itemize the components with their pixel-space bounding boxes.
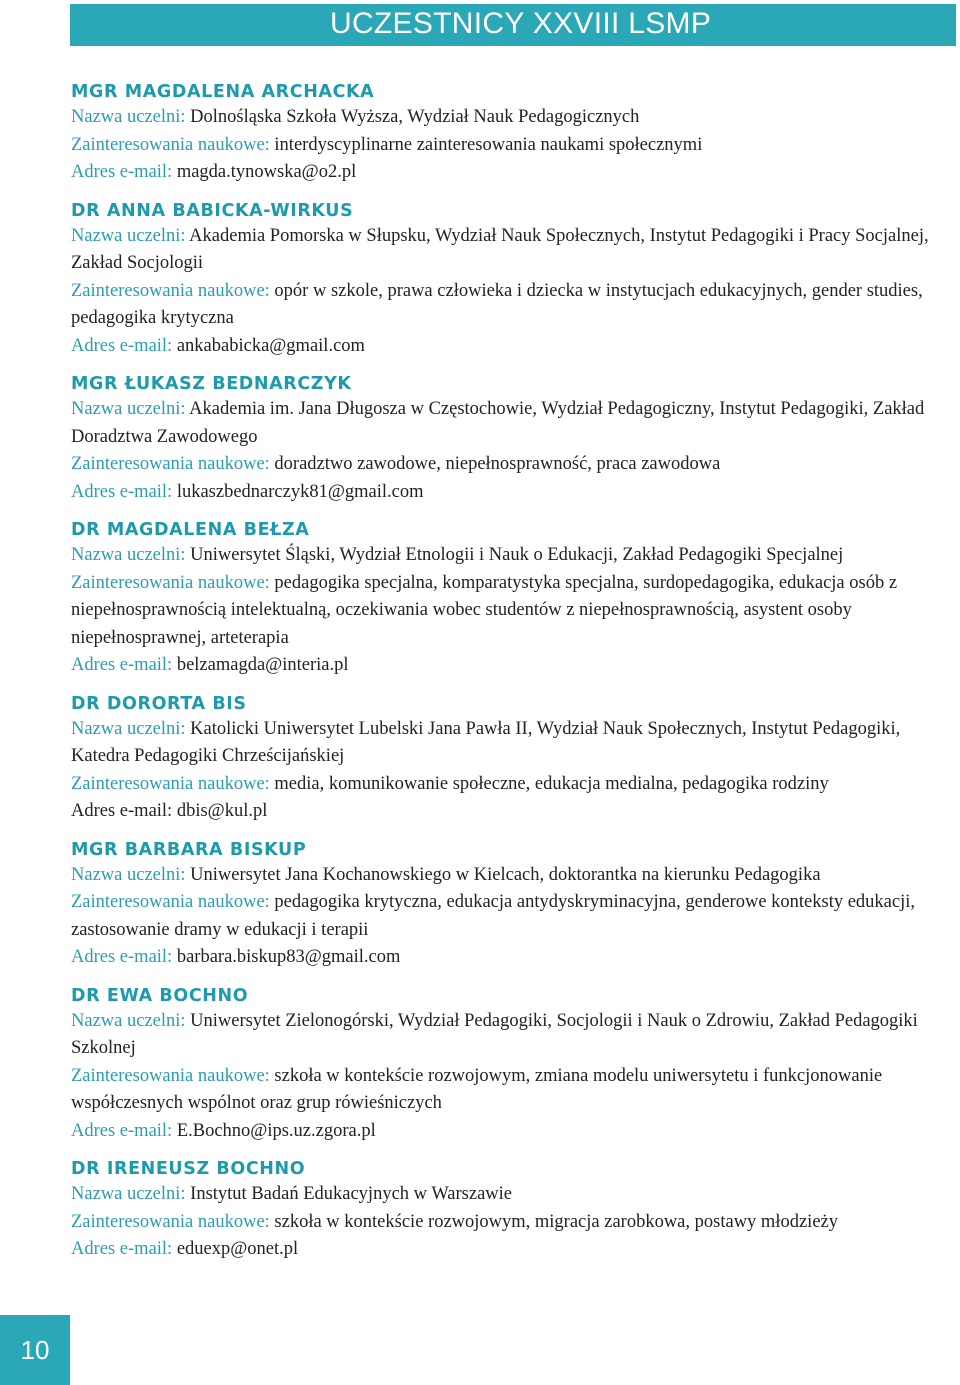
university-value: Instytut Badań Edukacyjnych w Warszawie xyxy=(190,1184,512,1204)
interests-value: interdyscyplinarne zainteresowania naukami społecznymi xyxy=(274,134,703,155)
email-label: Adres e-mail: xyxy=(71,162,173,182)
interests-line xyxy=(71,278,957,333)
participant-entry xyxy=(71,518,957,680)
participant-entry xyxy=(71,80,957,187)
email-line xyxy=(71,1236,957,1264)
university-line xyxy=(71,862,957,890)
university-line xyxy=(71,1008,957,1063)
participant-name: DR IRENEUSZ BOCHNO xyxy=(71,1159,306,1179)
university-label: Nazwa uczelni: xyxy=(71,225,186,246)
university-value: Uniwersytet Jana Kochanowskiego w Kielcach, doktorantka na kierunku Pedagogika xyxy=(190,864,821,885)
interests-line xyxy=(71,451,957,479)
university-label: Nazwa uczelni: xyxy=(71,399,186,419)
participant-name: DR DORORTA BIS xyxy=(71,693,247,714)
university-label: Nazwa uczelni: xyxy=(71,1184,186,1204)
email-line xyxy=(71,333,957,361)
university-line xyxy=(71,223,957,278)
interests-value: opór w szkole, prawa człowieka i dziecka w instytucjach edukacyjnych, gender studies, pedagogika krytyczna xyxy=(71,280,923,328)
university-value: Dolnośląska Szkoła Wyższa, Wydział Nauk Pedagogicznych xyxy=(190,107,640,127)
university-label: Nazwa uczelni: xyxy=(71,107,186,127)
interests-label: Zainteresowania naukowe: xyxy=(71,134,270,155)
email-line xyxy=(71,798,957,826)
university-label: Nazwa uczelni: xyxy=(71,864,186,885)
email-label: Adres e-mail: xyxy=(71,655,173,675)
university-value: Uniwersytet Zielonogórski, Wydział Pedagogiki, Socjologii i Nauk o Zdrowiu, Zakład Pedagogiki Szkolnej xyxy=(71,1010,918,1058)
interests-line xyxy=(71,1063,957,1118)
interests-value: szkoła w kontekście rozwojowym, zmiana modelu uniwersytetu i funkcjonowanie współczesnych wspólnot oraz grup rówieśniczych xyxy=(71,1065,883,1113)
interests-value: szkoła w kontekście rozwojowym, migracja zarobkowa, postawy młodzieży xyxy=(274,1211,838,1232)
page-number: 10 xyxy=(20,1335,50,1365)
email-value: dbis@kul.pl xyxy=(176,801,268,821)
participant-entry xyxy=(71,1157,957,1264)
participant-name: MGR BARBARA BISKUP xyxy=(71,839,307,860)
email-label: Adres e-mail: xyxy=(71,1120,173,1141)
interests-value: doradztwo zawodowe, niepełnosprawność, praca zawodowa xyxy=(274,454,721,474)
participant-entry xyxy=(71,372,957,506)
email-label: Adres e-mail: xyxy=(71,481,173,502)
interests-label: Zainteresowania naukowe: xyxy=(71,892,270,912)
interests-label: Zainteresowania naukowe: xyxy=(71,454,270,474)
participant-name: MGR MAGDALENA ARCHACKA xyxy=(71,82,375,102)
interests-value: pedagogika krytyczna, edukacja antydyskryminacyjna, genderowe konteksty edukacji, zastosowanie dramy w edukacji i terapii xyxy=(71,892,916,940)
email-value: lukaszbednarczyk81@gmail.com xyxy=(176,481,424,502)
email-value: ankababicka@gmail.com xyxy=(176,335,365,356)
email-value: barbara.biskup83@gmail.com xyxy=(176,947,401,967)
interests-label: Zainteresowania naukowe: xyxy=(71,1211,270,1232)
email-line xyxy=(71,652,957,680)
email-value: eduexp@onet.pl xyxy=(176,1239,299,1259)
interests-line xyxy=(71,132,957,160)
participant-name: DR ANNA BABICKA-WIRKUS xyxy=(71,200,354,221)
interests-value: media, komunikowanie społeczne, edukacja medialna, pedagogika rodziny xyxy=(274,773,829,794)
university-label: Nazwa uczelni: xyxy=(71,545,186,565)
interests-label: Zainteresowania naukowe: xyxy=(71,280,270,301)
participant-entry xyxy=(71,984,957,1146)
participant-name: DR MAGDALENA BEŁZA xyxy=(71,520,310,540)
page-title: UCZESTNICY XXVIII LSMP xyxy=(330,7,712,40)
email-label: Adres e-mail: xyxy=(71,947,173,967)
email-label: Adres e-mail: xyxy=(71,335,173,356)
interests-line xyxy=(71,889,957,944)
email-value: magda.tynowska@o2.pl xyxy=(176,162,357,182)
university-label: Nazwa uczelni: xyxy=(71,1010,186,1031)
participant-entry xyxy=(71,838,957,972)
interests-line xyxy=(71,771,957,799)
interests-label: Zainteresowania naukowe: xyxy=(71,1065,270,1086)
interests-value: pedagogika specjalna, komparatystyka specjalna, surdopedagogika, edukacja osób z niepełnosprawnością intelektualną, oczekiwania wobec studentów z niepełnosprawnością, asystent osoby niepełnosprawnej, arteterapia xyxy=(71,572,898,648)
university-value: Uniwersytet Śląski, Wydział Etnologii i Nauk o Edukacji, Zakład Pedagogiki Specjalnej xyxy=(190,545,844,565)
university-line xyxy=(71,396,957,451)
university-value: Katolicki Uniwersytet Lubelski Jana Pawła II, Wydział Nauk Społecznych, Instytut Pedagogiki, Katedra Pedagogiki Chrześcijańskiej xyxy=(71,718,901,766)
email-value: E.Bochno@ips.uz.zgora.pl xyxy=(176,1120,376,1141)
interests-label: Zainteresowania naukowe: xyxy=(71,773,270,794)
participants-list xyxy=(71,80,957,1264)
email-value: belzamagda@interia.pl xyxy=(176,655,349,675)
participant-name: MGR ŁUKASZ BEDNARCZYK xyxy=(71,374,352,394)
university-line xyxy=(71,542,957,570)
participant-name: DR EWA BOCHNO xyxy=(71,985,249,1006)
university-label: Nazwa uczelni: xyxy=(71,718,186,739)
participant-entry xyxy=(71,692,957,826)
university-value: Akademia im. Jana Długosza w Częstochowie, Wydział Pedagogiczny, Instytut Pedagogiki, Zakład Doradztwa Zawodowego xyxy=(71,399,925,447)
university-value: Akademia Pomorska w Słupsku, Wydział Nauk Społecznych, Instytut Pedagogiki i Pracy Socjalnej, Zakład Socjologii xyxy=(71,225,929,273)
university-line xyxy=(71,104,957,132)
university-line xyxy=(71,716,957,771)
interests-line xyxy=(71,1209,957,1237)
email-line xyxy=(71,479,957,507)
interests-label: Zainteresowania naukowe: xyxy=(71,572,270,593)
email-label: Adres e-mail: xyxy=(71,801,173,821)
email-line xyxy=(71,1118,957,1146)
university-line xyxy=(71,1181,957,1209)
participant-entry xyxy=(71,199,957,361)
interests-line xyxy=(71,570,957,653)
email-line xyxy=(71,944,957,972)
email-line xyxy=(71,159,957,187)
email-label: Adres e-mail: xyxy=(71,1239,173,1259)
